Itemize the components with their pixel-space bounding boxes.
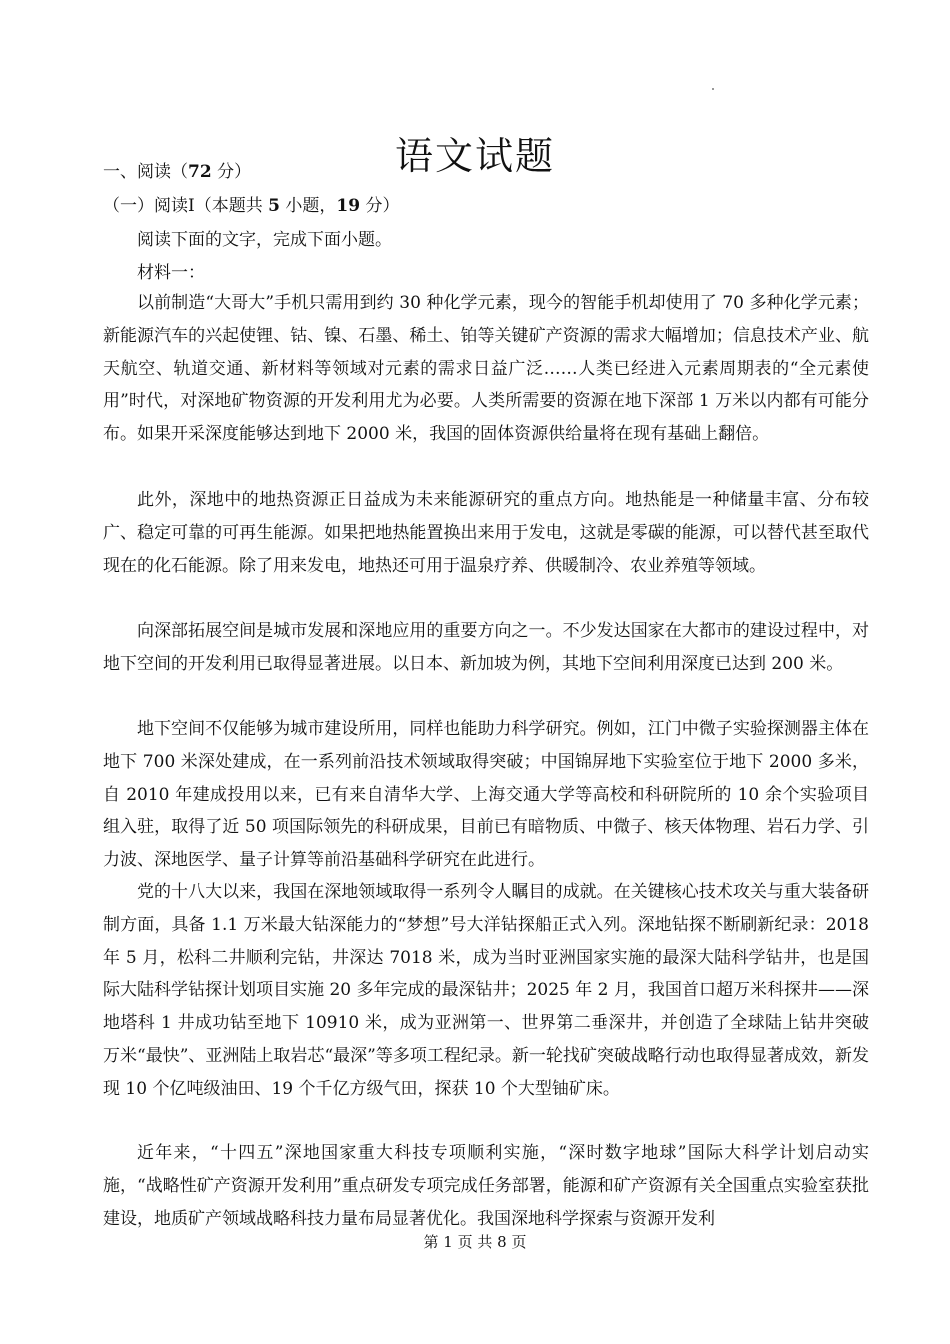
paragraph-4: 地下空间不仅能够为城市建设所用，同样也能助力科学研究。例如，江门中微子实验探测器主体在地下 700 米深处建成，在一系列前沿技术领域取得突破；中国锦屏地下实验室位于地下 2000 多米，自 2010 年建成投用以来，已有来自清华大学、上海交通大学等高校和科研院所的 10 余个实验项目组入驻，取得了近 50 项国际领先的科研成果，目前已有暗物质、中微子、核天体物理、岩石力学、引力波、深地医学、量子计算等前沿基础科学研究在此进行。 [103, 719, 869, 871]
section-heading-prefix: 一、阅读（ [103, 162, 188, 182]
scan-dot [712, 88, 714, 90]
paragraph-2: 此外，深地中的地热资源正日益成为未来能源研究的重点方向。地热能是一种储量丰富、分布较广、稳定可靠的可再生能源。如果把地热能置换出来用于发电，这就是零碳的能源，可以替代甚至取代现在的化石能源。除了用来发电，地热还可用于温泉疗养、供暖制冷、农业养殖等领域。 [103, 490, 869, 576]
sub-section-heading [103, 194, 399, 218]
section-heading-score: 72 [188, 162, 212, 182]
paragraph-5: 党的十八大以来，我国在深地领域取得一系列令人瞩目的成就。在关键核心技术攻关与重大装备研制方面，具备 1.1 万米最大钻深能力的“梦想”号大洋钻探船正式入列。深地钻探不断刷新纪录：2018 年 5 月，松科二井顺利完钻，井深达 7018 米，成为当时亚洲国家实施的最深大陆科学钻井，也是国际大陆科学钻探计划项目实施 20 多年完成的最深钻井；2025 年 2 月，我国首口超万米科探井——深地塔科 1 井成功钻至地下 10910 米，成为亚洲第一、世界第二垂深井，并创造了全球陆上钻井突破万米“最快”、亚洲陆上取岩芯“最深”等多项工程纪录。新一轮找矿突破战略行动也取得显著成效，新发现 10 个亿吨级油田、19 个千亿方级气田，探获 10 个大型铀矿床。 [103, 882, 869, 1099]
sub-heading-b: 小题， [279, 196, 337, 216]
page-footer: 第 1 页 共 8 页 [423, 1233, 527, 1251]
paragraph-6: 近年来，“十四五”深地国家重大科技专项顺利实施，“深时数字地球”国际大科学计划启动实施，“战略性矿产资源开发利用”重点研发专项完成任务部署，能源和矿产资源有关全国重点实验室获批建设，地质矿产领域战略科技力量布局显著优化。我国深地科学探索与资源开发利 [103, 1143, 869, 1229]
section-heading-suffix: 分） [211, 162, 252, 182]
material-label: 材料一： [137, 263, 205, 283]
paragraph-1: 以前制造“大哥大”手机只需用到约 30 种化学元素，现今的智能手机却使用了 70 多种化学元素；新能源汽车的兴起使锂、钴、镍、石墨、稀土、铂等关键矿产资源的需求大幅增加；信息技术产业、航天航空、轨道交通、新材料等领域对元素的需求日益广泛……人类已经进入元素周期表的“全元素使用”时代，对深地矿物资源的开发利用尤为必要。人类所需要的资源在地下深部 1 万米以内都有可能分布。如果开采深度能够达到地下 2000 米，我国的固体资源供给量将在现有基础上翻倍。 [103, 293, 869, 445]
instruction: 阅读下面的文字，完成下面小题。 [137, 230, 392, 250]
page-title: 语文试题 [394, 134, 555, 179]
paragraph-3: 向深部拓展空间是城市发展和深地应用的重要方向之一。不少发达国家在大都市的建设过程中，对地下空间的开发利用已取得显著进展。以日本、新加坡为例，其地下空间利用深度已达到 200 米。 [103, 621, 869, 674]
sub-heading-c: 分） [360, 196, 400, 216]
sub-heading-score: 19 [336, 196, 361, 216]
sub-heading-a: （一）阅读Ⅰ（本题共 [103, 196, 269, 216]
section-heading [103, 160, 251, 184]
sub-heading-count: 5 [268, 196, 280, 216]
